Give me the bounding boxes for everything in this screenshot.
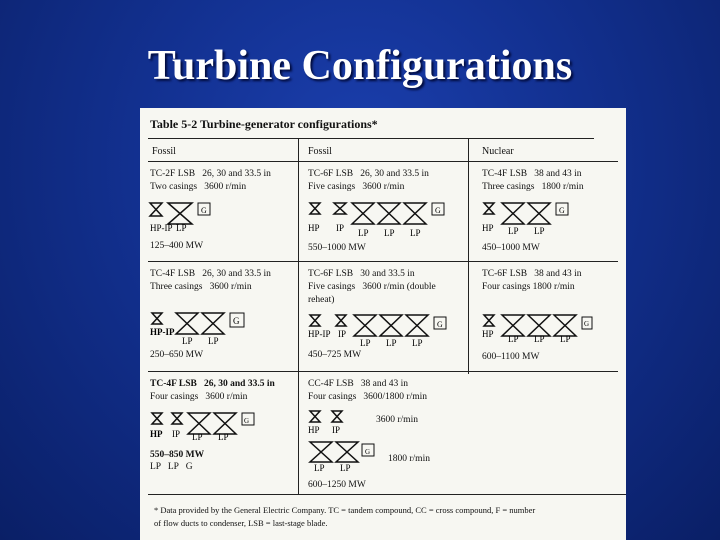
diagram-1-2 [306,200,456,240]
cell-1-1-line2: Two casings 3600 r/min [150,182,247,192]
svg-text:LP: LP [534,334,545,344]
cc-speed-lower: 1800 r/min [388,454,430,464]
svg-text:LP: LP [508,226,519,236]
svg-text:LP: LP [560,334,571,344]
svg-text:LP: LP [218,432,229,442]
header-nuclear: Nuclear [482,146,514,157]
cell-2-2-line2: Five casings 3600 r/min (double [308,282,436,292]
cell-2-2-mw: 450–725 MW [308,350,362,360]
table-footnote [154,504,624,530]
diagram-1-3 [480,200,620,240]
svg-text:IP: IP [336,223,345,233]
svg-text:HP: HP [308,425,320,435]
svg-text:HP-IP: HP-IP [150,327,175,337]
svg-text:G: G [584,320,590,328]
svg-text:LP: LP [182,336,193,346]
cell-2-3-mw: 600–1100 MW [482,352,540,362]
svg-text:G: G [244,417,250,425]
svg-text:G: G [559,206,565,215]
cell-2-2-line3: reheat) [308,295,335,305]
footnote-line-2: of flow ducts to condenser, LSB = last-stage blade. [154,518,328,528]
cell-1-3-line1: TC-4F LSB 38 and 43 in [482,169,582,179]
cc-speed-upper: 3600 r/min [376,415,418,425]
diagram-1-1 [148,200,298,238]
cell-1-3-line2: Three casings 1800 r/min [482,182,584,192]
svg-text:LP: LP [508,334,519,344]
cell-2-1-line1: TC-4F LSB 26, 30 and 33.5 in [150,269,271,279]
svg-text:HP: HP [482,329,494,339]
diagram-3-2 [306,408,386,478]
svg-text:LP: LP [358,228,369,238]
svg-text:G: G [435,206,441,215]
svg-text:LP: LP [410,228,421,238]
header-fossil-2: Fossil [308,146,332,157]
table-caption: Table 5-2 Turbine-generator configurations* [150,117,378,131]
svg-text:HP-IP: HP-IP [308,329,331,339]
cell-1-1-line1: TC-2F LSB 26, 30 and 33.5 in [150,169,271,179]
diagram-2-3 [480,312,620,352]
cell-3-1-mw: 550–850 MW [150,450,205,460]
rule-bottom [148,494,626,495]
svg-text:LP: LP [534,226,545,236]
rule-header [148,161,618,162]
svg-text:IP: IP [338,329,347,339]
diagram-2-2 [306,312,456,352]
svg-text:HP-IP: HP-IP [150,223,173,233]
svg-text:LP: LP [176,223,187,233]
cell-2-3-line1: TC-6F LSB 38 and 43 in [482,269,582,279]
svg-text:HP: HP [482,223,494,233]
cell-2-1-line2: Three casings 3600 r/min [150,282,252,292]
cell-3-2-line1: CC-4F LSB 38 and 43 in [308,379,409,389]
footnote-line-1: * Data provided by the General Electric Company. TC = tandem compound, CC = cross compound, F = number [154,505,536,515]
cell-2-2-line1: TC-6F LSB 30 and 33.5 in [308,269,415,279]
cell-3-1-line1: TC-4F LSB 26, 30 and 33.5 in [150,379,275,389]
diagram-2-1 [148,310,298,350]
svg-text:LP: LP [314,463,325,473]
rule-col1 [298,138,299,494]
svg-text:IP: IP [332,425,341,435]
document-page [140,108,626,540]
cell-3-1-line2: Four casings 3600 r/min [150,392,248,402]
svg-text:G: G [437,320,443,329]
svg-text:LP: LP [360,338,371,348]
diagram-3-1 [148,410,298,448]
cell-1-1-mw: 125–400 MW [150,241,204,251]
svg-text:LP: LP [340,463,351,473]
rule-top [148,138,594,139]
slide-title: Turbine Configurations [147,43,573,89]
rule-row1 [148,261,618,262]
svg-text:LP: LP [208,336,219,346]
svg-text:G: G [233,316,240,326]
svg-text:HP: HP [150,429,163,439]
cell-2-3-line2: Four casings 1800 r/min [482,282,575,292]
svg-text:LP: LP [192,432,203,442]
svg-text:LP: LP [386,338,397,348]
header-fossil-1: Fossil [152,146,176,157]
cell-1-2-line2: Five casings 3600 r/min [308,182,405,192]
cell-1-3-mw: 450–1000 MW [482,243,540,253]
rule-col2 [468,138,469,374]
svg-text:HP: HP [308,223,320,233]
cell-1-2-mw: 550–1000 MW [308,243,366,253]
svg-text:G: G [365,448,371,456]
cell-1-2-line1: TC-6F LSB 26, 30 and 33.5 in [308,169,429,179]
svg-text:LP: LP [412,338,423,348]
cell-2-1-mw: 250–650 MW [150,350,204,360]
cell-3-2-line2: Four casings 3600/1800 r/min [308,392,428,402]
rule-row2 [148,371,618,372]
cell-3-2-mw: 600–1250 MW [308,480,366,490]
svg-text:G: G [201,206,207,215]
svg-text:IP: IP [172,429,181,439]
cell-3-1-extra-labels: LP LP G [150,462,193,472]
svg-text:LP: LP [384,228,395,238]
